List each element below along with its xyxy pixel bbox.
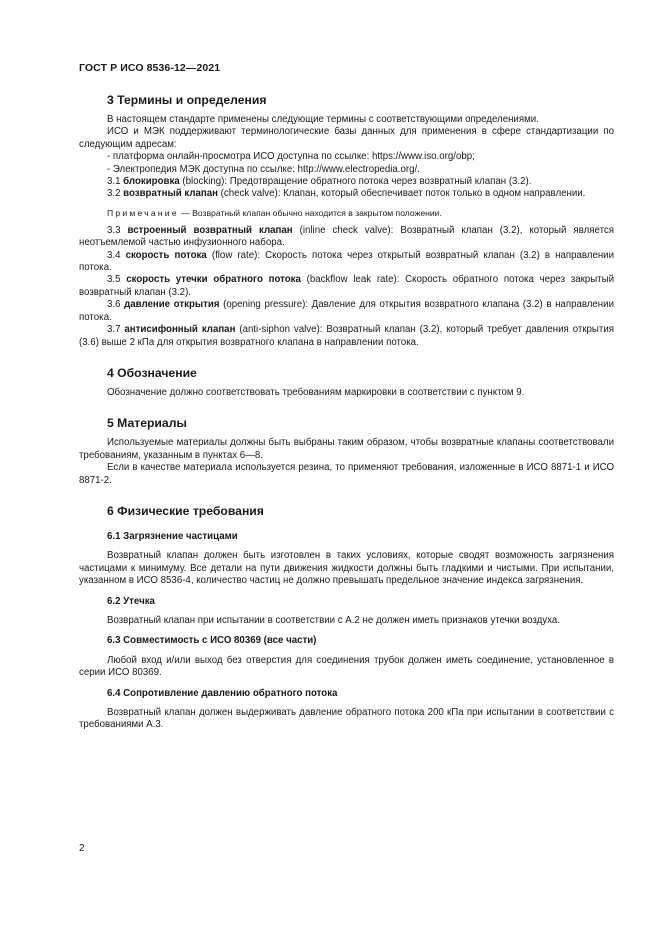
- term-name: скорость утечки обратного потока: [126, 274, 301, 286]
- note-text: — Возвратный клапан обычно находится в закрытом положении.: [178, 207, 442, 218]
- term-3-2: [79, 188, 614, 200]
- note-label: Примечание: [107, 207, 179, 218]
- subsection-6-1-title: 6.1 Загрязнение частицами: [107, 530, 238, 542]
- term-definition: (backflow leak rate): Скорость обратного потока через закрытый возвратный клапан (3.2).: [79, 274, 614, 298]
- term-name: давление открытия: [124, 299, 220, 311]
- subsection-6-1-text: Возвратный клапан должен быть изготовлен в таких условиях, которые сводят возможность загрязнения частицами к минимуму. Все детали на пути движения жидкости должны быть гладкими и чистыми. При испытании, указанном в ИСО 8536-4, количество частиц не должно превышать предельное значение индекса загрязнения.: [79, 550, 614, 587]
- section-3-intro: В настоящем стандарте применены следующие термины с соответствующими определениями.: [107, 114, 539, 125]
- term-number: 3.2: [107, 188, 124, 200]
- term-3-7: [79, 324, 614, 349]
- section-6-title: 6 Физические требования: [107, 503, 264, 518]
- document-header: ГОСТ Р ИСО 8536-12—2021: [79, 62, 221, 74]
- term-name: встроенный возвратный клапан: [127, 224, 293, 236]
- subsection-6-2-text: Возвратный клапан при испытании в соответствии с А.2 не должен иметь признаков утечки воздуха.: [107, 614, 560, 626]
- term-definition: (flow rate): Скорость потока через открытый возвратный клапан (3.2) в направлении потока.: [79, 249, 615, 274]
- subsection-6-4-text: Возвратный клапан должен выдерживать давление обратного потока 200 кПа при испытании в соответствии с требованиями А.3.: [79, 707, 614, 731]
- section-4-title: 4 Обозначение: [107, 365, 197, 380]
- term-definition: (opening pressure): Давление для открытия возвратного клапана (3.2) в направлении потока.: [79, 299, 614, 323]
- term-definition: (check valve): Клапан, который обеспечивает поток только в одном направлении.: [217, 188, 586, 200]
- term-3-3: [79, 225, 614, 250]
- term-number: 3.1: [107, 176, 124, 188]
- section-5-text-1: Используемые материалы должны быть выбраны таким образом, чтобы возвратные клапаны соответствовали требованиям, указанным в пунктах 6—8.: [79, 437, 614, 461]
- term-name: антисифонный клапан: [124, 324, 236, 336]
- section-3-title: 3 Термины и определения: [107, 93, 267, 107]
- term-name: возвратный клапан: [123, 188, 218, 200]
- page-number: 2: [79, 843, 85, 854]
- subsection-6-2-title: 6.2 Утечка: [107, 595, 155, 607]
- term-name: скорость потока: [125, 249, 207, 261]
- term-3-4: [79, 250, 614, 275]
- list-item-electropedia: - Электропедия МЭК доступна по ссылке: http://www.electropedia.org/.: [107, 163, 420, 175]
- section-4-text: Обозначение должно соответствовать требованиям маркировки в соответствии с пунктом 9.: [107, 386, 525, 398]
- term-3-6: [79, 299, 614, 324]
- term-definition: (anti-siphon valve): Возвратный клапан (3.2), который требует давления открытия (3.6) выше 2 кПа для открытия возвратного клапана в направлении потока.: [79, 324, 614, 348]
- term-name: блокировка: [123, 176, 180, 188]
- subsection-6-3-title: 6.3 Совместимость с ИСО 80369 (все части): [107, 635, 317, 647]
- subsection-6-4-title: 6.4 Сопротивление давлению обратного потока: [107, 687, 338, 699]
- term-definition: (inline check valve): Возвратный клапан (3.2), который является неотъемлемой частью инфузионного набора.: [79, 224, 614, 249]
- term-number: 3.4: [107, 249, 126, 261]
- term-definition: (blocking): Предотвращение обратного потока через возвратный клапан (3.2).: [179, 176, 532, 188]
- term-3-5: [79, 274, 614, 299]
- subsection-6-3-text: Любой вход и/или выход без отверстия для соединения трубок должен иметь соединение, установленное в серии ИСО 80369.: [79, 654, 614, 679]
- note: [79, 207, 614, 219]
- term-number: 3.3: [107, 224, 128, 236]
- term-3-1: [79, 176, 614, 188]
- term-number: 3.6: [107, 299, 125, 311]
- term-number: 3.7: [107, 324, 125, 336]
- section-5-text-2: Если в качестве материала используется резина, то применяют требования, изложенные в ИСО 8871-1 и ИСО 8871-2.: [79, 462, 614, 486]
- document-body: [79, 92, 614, 732]
- term-number: 3.5: [107, 274, 127, 286]
- list-item-iso-obp: - платформа онлайн-просмотра ИСО доступна по ссылке: https://www.iso.org/obp;: [107, 151, 475, 163]
- section-3-iso-iec: ИСО и МЭК поддерживают терминологические базы данных для применения в сфере стандартизации по следующим адресам:: [79, 126, 614, 150]
- section-5-title: 5 Материалы: [107, 416, 187, 431]
